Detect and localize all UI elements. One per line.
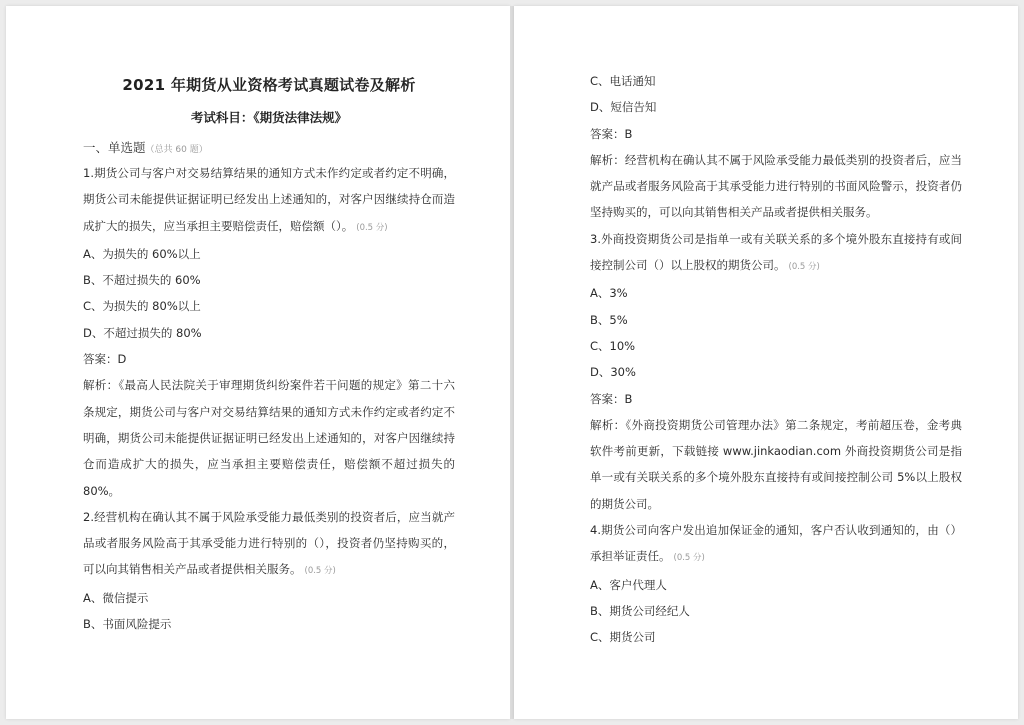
question-text: 4.期货公司向客户发出追加保证金的通知，客户否认收到通知的，由（）承担举证责任。: [590, 523, 962, 564]
document-title: 2021 年期货从业资格考试真题试卷及解析: [122, 76, 416, 94]
question-text: 3.外商投资期货公司是指单一或有关联关系的多个境外股东直接持有或间接控制公司（）以上股权的期货公司。: [590, 231, 962, 273]
option-b: B、5%: [590, 312, 628, 327]
question-4: [590, 517, 962, 572]
left-page-content: [83, 74, 455, 637]
option-c: C、10%: [590, 338, 636, 353]
option-d: D、30%: [590, 365, 636, 380]
answer: 答案：B: [590, 126, 633, 141]
option-b: B、书面风险提示: [83, 617, 172, 632]
analysis: 解析：《最高人民法院关于审理期货纠纷案件若干问题的规定》第二十六条规定，期货公司与客户对交易结算结果的通知方式未作约定或者约定不明确，期货公司未能提供证据证明已经发出上述通知的，对客户因继续持仓而造成扩大的损失，应当承担主要赔偿责任，赔偿额不超过损失的 80%。: [83, 378, 455, 498]
section-count: （总共 60 题）: [145, 145, 208, 155]
analysis: 解析：《外商投资期货公司管理办法》第二条规定，考前超压卷，金考典软件考前更新，下载链接 www.jinkaodian.com 外商投资期货公司是指单一或有关联关系的多个境外股东直接持有或间接控制公司 5%以上股权的期货公司。: [590, 417, 962, 511]
option-a: A、3%: [590, 286, 628, 301]
option-b: B、期货公司经纪人: [590, 603, 690, 618]
option-b: B、不超过损失的 60%: [83, 273, 201, 288]
option-a: A、微信提示: [83, 590, 149, 605]
question-1: [83, 160, 455, 241]
option-a: A、客户代理人: [590, 577, 667, 592]
right-page-content: [590, 68, 962, 651]
left-page: [6, 6, 510, 719]
question-2: [83, 504, 455, 585]
answer: 答案：D: [83, 352, 127, 367]
option-c: C、期货公司: [590, 630, 656, 645]
right-page: [514, 6, 1018, 719]
section-label: 一、单选题: [83, 140, 146, 155]
analysis: 解析：经营机构在确认其不属于风险承受能力最低类别的投资者后，应当就产品或者服务风险高于其承受能力进行特别的书面风险警示，投资者仍坚持购买的，可以向其销售相关产品或者提供相关服务。: [590, 152, 962, 220]
question-text: 1.期货公司与客户对交易结算结果的通知方式未作约定或者约定不明确，期货公司未能提供证据证明已经发出上述通知的，对客户因继续持仓而造成扩大的损失，应当承担主要赔偿责任，赔偿额（）。: [83, 166, 455, 233]
question-score: (0.5 分): [356, 222, 388, 233]
question-score: (0.5 分): [304, 566, 336, 577]
question-score: (0.5 分): [673, 553, 705, 564]
question-score: (0.5 分): [788, 262, 820, 273]
option-d: D、短信告知: [590, 100, 657, 115]
option-c: C、电话通知: [590, 74, 656, 88]
option-c: C、为损失的 80%以上: [83, 299, 201, 314]
exam-subject: 考试科目：《期货法律法规》: [190, 110, 348, 125]
option-d: D、不超过损失的 80%: [83, 325, 202, 340]
answer: 答案：B: [590, 391, 633, 406]
option-a: A、为损失的 60%以上: [83, 246, 201, 261]
question-text: 2.经营机构在确认其不属于风险承受能力最低类别的投资者后，应当就产品或者服务风险高于其承受能力进行特别的（），投资者仍坚持购买的，可以向其销售相关产品或者提供相关服务。: [83, 509, 455, 577]
section-heading: [83, 138, 455, 156]
question-3: [590, 226, 962, 281]
